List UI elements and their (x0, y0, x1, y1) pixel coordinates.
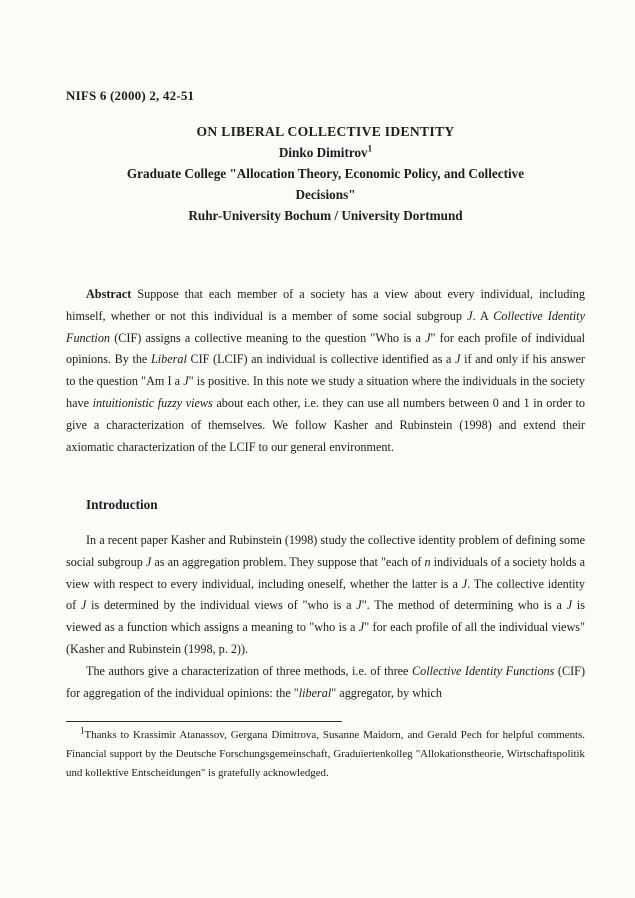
abstract-body: Suppose that each member of a society has a view about every individual, including himself, whether or not this individual is a member of some social subgroup J. A Collective Identity Function (CIF) assigns a collective meaning to the question "Who is a J" for each profile of individual opinions. By the Liberal CIF (LCIF) an individual is collective identified as a J if and only if his answer to the question "Am I a J" is positive. In this note we study a situation where the individuals in the society have intuitionistic fuzzy views about each other, i.e. they can use all numbers between 0 and 1 in order to give a characterization of themselves. We follow Kasher and Rubinstein (1998) and extend their axiomatic characterization of the LCIF to our general environment. (66, 287, 585, 454)
footnote-text: Thanks to Krassimir Atanassov, Gergana Dimitrova, Susanne Maidorn, and Gerald Pech for helpful comments. Financial support by the Deutsche Forschungsgemeinschaft, Graduiertenkolleg "Allokationstheorie, Wirtschaftspolitik und kollektive Entscheidungen" is gratefully acknowledged. (66, 729, 585, 779)
introduction-heading: Introduction (86, 497, 158, 512)
journal-reference: NIFS 6 (2000) 2, 42-51 (66, 88, 195, 103)
introduction-body (66, 530, 585, 704)
author-line (66, 142, 585, 163)
title-block (66, 121, 585, 226)
abstract-paragraph (66, 284, 585, 458)
abstract-label: Abstract (86, 287, 132, 301)
introduction-paragraph-1: In a recent paper Kasher and Rubinstein (1998) study the collective identity problem of defining some social subgroup J as an aggregation problem. They suppose that "each of n individuals of a society holds a view with respect to every individual, including oneself, whether the latter is a J. The collective identity of J is determined by the individual views of "who is a J". The method of determining who is a J is viewed as a function which assigns a meaning to "who is a J" for each profile of all the individual views" (Kasher and Rubinstein (1998, p. 2)). (66, 533, 585, 656)
abstract-section (66, 284, 585, 458)
affiliation-line-3: Ruhr-University Bochum / University Dortmund (188, 208, 463, 223)
paper-title: ON LIBERAL COLLECTIVE IDENTITY (196, 124, 455, 139)
author-footnote-marker: 1 (367, 143, 373, 154)
affiliation-line-2: Decisions" (295, 187, 356, 202)
footnote-block (66, 721, 585, 783)
affiliation-line-1: Graduate College "Allocation Theory, Economic Policy, and Collective (126, 166, 525, 181)
footnote-rule (66, 721, 342, 722)
author-name: Dinko Dimitrov (278, 145, 368, 160)
introduction-paragraph-2: The authors give a characterization of three methods, i.e. of three Collective Identity Functions (CIF) for aggregation of the individual opinions: the "liberal" aggregator, by which (66, 663, 585, 700)
footnote-marker: 1 (80, 725, 85, 736)
footnote (66, 726, 585, 783)
